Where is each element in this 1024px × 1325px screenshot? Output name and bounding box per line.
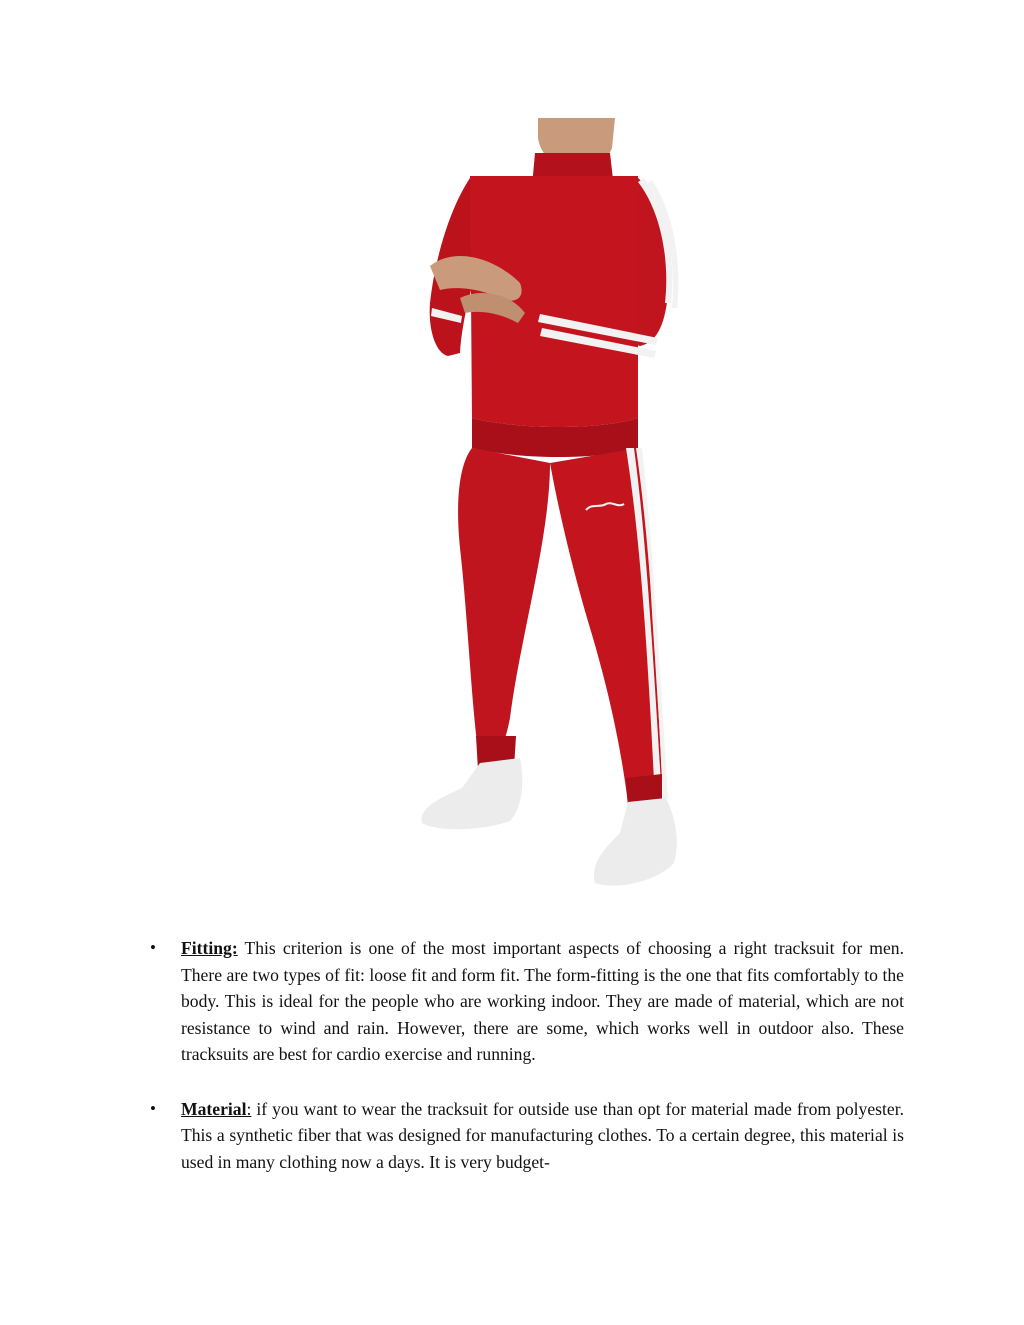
bullet-fitting bbox=[150, 935, 904, 1068]
bullet-term: Fitting: bbox=[181, 938, 238, 958]
bullet-text: if you want to wear the tracksuit for outside use than opt for material made from polyester. This a synthetic fiber that was designed for manufacturing clothes. To a certain degree, this material is used in many clothing now a days. It is very budget- bbox=[181, 1098, 904, 1172]
bullet-term-colon: : bbox=[246, 1098, 252, 1119]
bullet-list bbox=[150, 935, 904, 1203]
bullet-material bbox=[150, 1096, 904, 1176]
tracksuit-photo bbox=[400, 118, 690, 896]
bullet-term: Material bbox=[181, 1098, 247, 1119]
tracksuit-model-illustration bbox=[400, 118, 690, 896]
bullet-marker: • bbox=[150, 1098, 156, 1118]
bullet-marker: • bbox=[150, 938, 156, 957]
bullet-text: This criterion is one of the most important aspects of choosing a right tracksuit for men. There are two types of fit: loose fit and form fit. The form-fitting is the one that fits comfortably to the body. This is ideal for the people who are working indoor. They are made of material, which are not resistance to wind and rain. However, there are some, which works well in outdoor also. These tracksuits are best for cardio exercise and running. bbox=[181, 938, 904, 1064]
